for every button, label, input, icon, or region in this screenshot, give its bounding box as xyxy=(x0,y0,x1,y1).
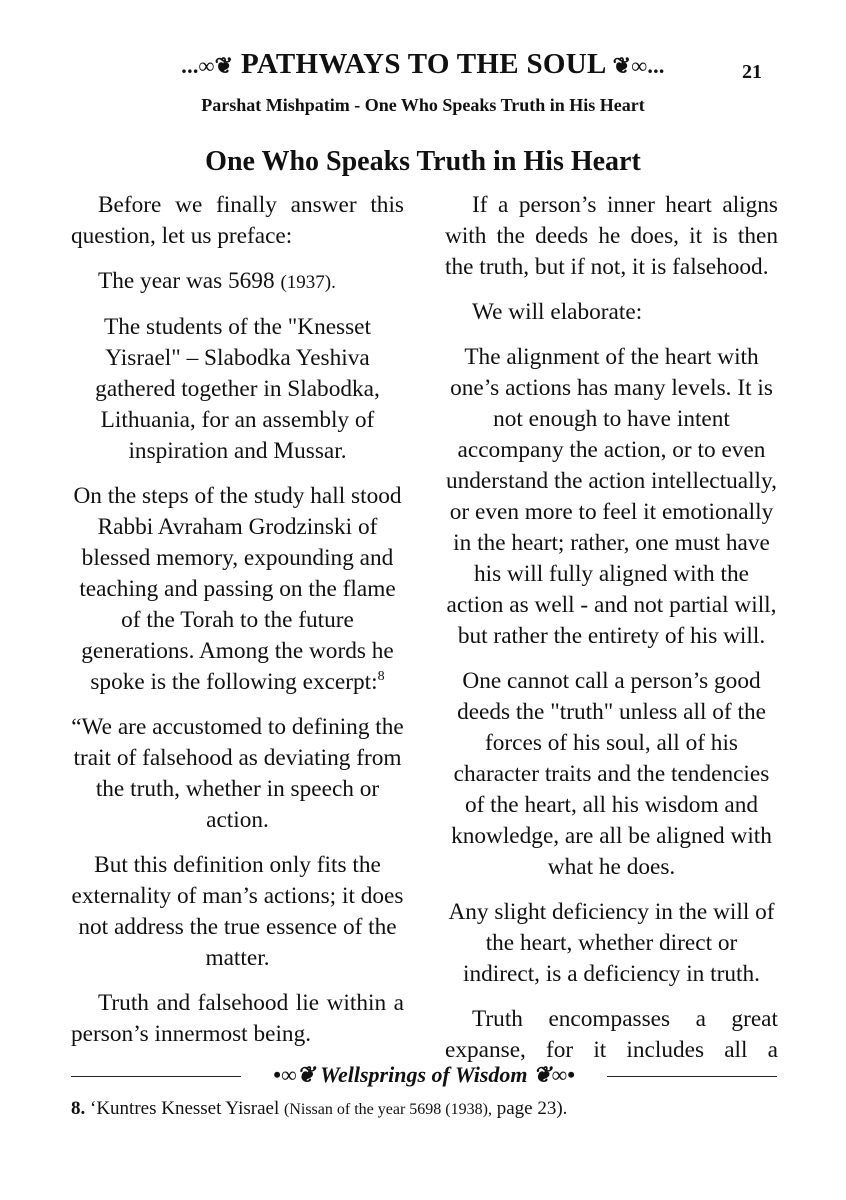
footnote-text: ‘Kuntres Knesset Yisrael xyxy=(90,1098,280,1119)
paragraph: Before we finally answer this question, let us preface: xyxy=(71,192,404,249)
paragraph: The year was 5698 (1937). xyxy=(98,268,336,294)
paragraph: One cannot call a person’s good deeds the "truth" unless all of the forces of his soul, all of his character traits and the tendencies of the heart, all his wisdom and knowledge, are all be aligned with what he does. xyxy=(451,668,772,880)
paragraph: Truth encompasses a great expanse, for it includes all a xyxy=(445,1006,778,1063)
footnote-number: 8. xyxy=(71,1098,86,1119)
paragraph: The students of the "Knesset Yisrael" – Slabodka Yeshiva gathered together in Slabodka, Lithuania, for an assembly of inspiration and Mussar. xyxy=(95,314,380,464)
paragraph: The alignment of the heart with one’s actions has many levels. It is not enough to have intent accompany the action, or to even understand the action intellectually, or even more to feel it emotionally in the heart; rather, one must have his will fully aligned with the action as well - and not partial will, but rather the entirety of his will. xyxy=(445,344,777,649)
footnote xyxy=(71,1098,791,1120)
footer-divider xyxy=(71,1062,777,1090)
divider-line-right xyxy=(607,1076,777,1077)
paragraph: But this definition only fits the externality of man’s actions; it does not address the true essence of the matter. xyxy=(71,852,404,971)
left-column xyxy=(71,190,404,1064)
paragraph: Any slight deficiency in the will of the heart, whether direct or indirect, is a deficiency in truth. xyxy=(448,899,775,987)
paragraph: “We are accustomed to defining the trait of falsehood as deviating from the truth, whether in speech or action. xyxy=(71,714,404,833)
running-header xyxy=(0,48,846,88)
footnote-page: page 23). xyxy=(496,1098,568,1119)
running-title: PATHWAYS TO THE SOUL xyxy=(240,48,606,80)
ornament-right-icon: ❦∞• xyxy=(527,1062,575,1087)
header-title-line xyxy=(130,48,716,81)
paragraph: We will elaborate: xyxy=(472,299,643,325)
ornament-left-icon: •∞❦ xyxy=(273,1062,321,1087)
ornament-right-icon: ❦∞... xyxy=(612,53,665,78)
paragraph: On the steps of the study hall stood Rabbi Avraham Grodzinski of blessed memory, expounding and teaching and passing on the flame of the Torah to the future generations. Among the words he spoke is the following excerpt:$^8$ xyxy=(73,483,402,695)
paragraph: Truth and falsehood lie within a person’s innermost being. xyxy=(71,990,404,1047)
ornament-left-icon: ...∞❦ xyxy=(181,53,234,78)
footnote-source: (Nissan of the year 5698 (1938), xyxy=(284,1101,492,1118)
divider-line-left xyxy=(71,1076,241,1077)
footer-brand: •∞❦ Wellsprings of Wisdom ❦∞• xyxy=(273,1062,575,1087)
paragraph: If a person’s inner heart aligns with the deeds he does, it is then the truth, but if not, it is falsehood. xyxy=(445,192,778,280)
chapter-subtitle: Parshat Mishpatim - One Who Speaks Truth in His Heart xyxy=(201,95,645,115)
right-column xyxy=(445,190,778,1080)
footnote-ref: 8 xyxy=(377,669,385,685)
page-number: 21 xyxy=(742,61,762,83)
article-title: One Who Speaks Truth in His Heart xyxy=(205,146,641,177)
